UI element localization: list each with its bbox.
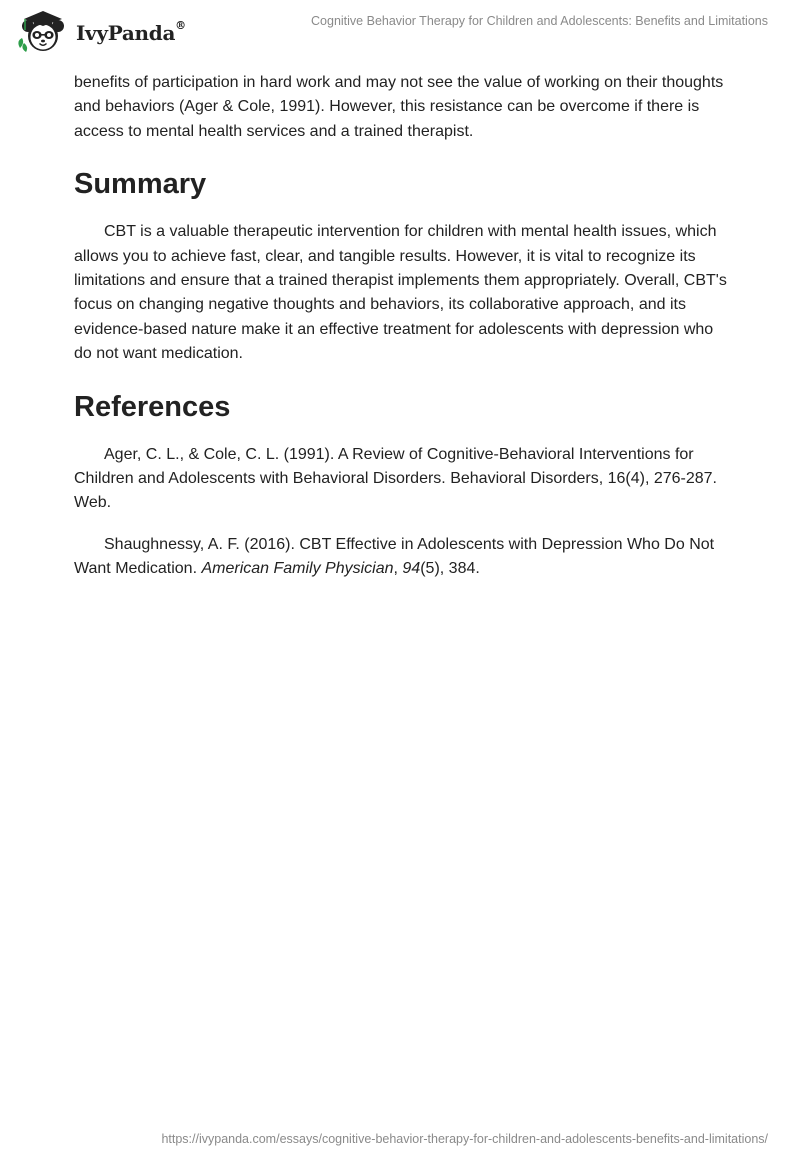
essay-body <box>74 71 734 582</box>
reference-separator: , <box>393 560 403 578</box>
reference-tail: (5), 384. <box>420 560 480 578</box>
summary-paragraph: CBT is a valuable therapeutic intervention for children with mental health issues, which allows you to achieve fast, clear, and tangible results. However, it is vital to recognize its limitations and ensure that a trained therapist implements them appropriately. Overall, CBT's focus on changing negative thoughts and behaviors, its collaborative approach, and its evidence-based nature make it an effective treatment for adolescents with depression who do not want medication. <box>74 223 727 363</box>
source-url[interactable]: https://ivypanda.com/essays/cognitive-behavior-therapy-for-children-and-adolescents-benefits-and-limitations/ <box>161 1132 768 1146</box>
reference-item: Ager, C. L., & Cole, C. L. (1991). A Review of Cognitive-Behavioral Interventions for Children and Adolescents with Behavioral Disorders. Behavioral Disorders, 16(4), 276-287. Web. <box>74 445 717 512</box>
reference-volume: 94 <box>402 560 421 578</box>
reference-item <box>74 533 734 582</box>
intro-paragraph: benefits of participation in hard work and may not see the value of working on their thoughts and behaviors (Ager & Cole, 1991). However, this resistance can be overcome if there is access to mental health services and a trained therapist. <box>74 74 724 140</box>
page-header <box>0 0 800 62</box>
summary-heading: Summary <box>74 168 207 201</box>
references-heading: References <box>74 390 231 423</box>
reference-journal: American Family Physician <box>201 560 394 578</box>
logo-wordmark: IvyPanda® <box>76 19 186 45</box>
reference-lead: Shaughnessy, A. F. (2016). CBT Effective in Adolescents with Depression Who Do Not Want Medication. <box>74 535 715 578</box>
document-title: Cognitive Behavior Therapy for Children and Adolescents: Benefits and Limitations <box>311 14 768 28</box>
ivypanda-logo[interactable] <box>14 8 204 56</box>
panda-graduate-icon <box>14 8 74 54</box>
